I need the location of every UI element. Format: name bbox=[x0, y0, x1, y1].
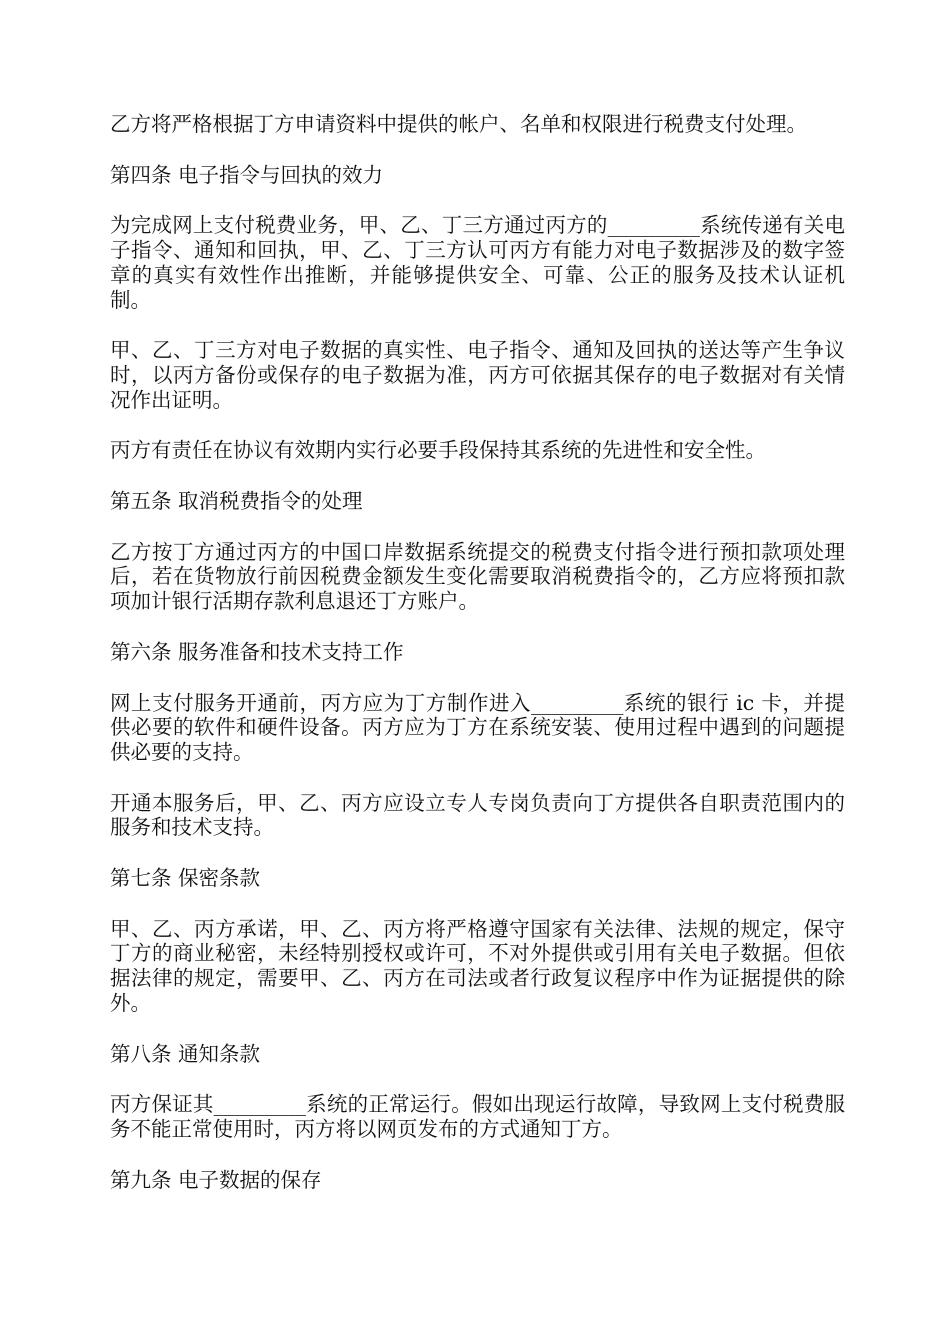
paragraph-notification: 丙方保证其_________系统的正常运行。假如出现运行故障，导致网上支付税费服务不能正常使用时，丙方将以网页发布的方式通知丁方。 bbox=[110, 1092, 845, 1141]
article-6-heading: 第六条 服务准备和技术支持工作 bbox=[110, 639, 404, 664]
paragraph-dispute-evidence: 甲、乙、丁三方对电子数据的真实性、电子指令、通知及回执的送达等产生争议时，以丙方备份或保存的电子数据为准，丙方可依据其保存的电子数据对有关情况作出证明。 bbox=[110, 338, 845, 412]
paragraph-tax-payment-processing: 乙方将严格根据丁方申请资料中提供的帐户、名单和权限进行税费支付处理。 bbox=[110, 112, 807, 136]
article-5-heading: 第五条 取消税费指令的处理 bbox=[110, 489, 363, 514]
article-9-heading: 第九条 电子数据的保存 bbox=[110, 1167, 322, 1192]
document-body bbox=[110, 112, 845, 1218]
paragraph-system-security: 丙方有责任在协议有效期内实行必要手段保持其系统的先进性和安全性。 bbox=[110, 438, 766, 463]
paragraph-service-preparation: 网上支付服务开通前，丙方应为丁方制作进入_________系统的银行 ic 卡，并提供必要的软件和硬件设备。丙方应为丁方在系统安装、使用过程中遇到的问题提供必要的支持。 bbox=[110, 690, 845, 764]
paragraph-cancel-instruction: 乙方按丁方通过丙方的中国口岸数据系统提交的税费支付指令进行预扣款项处理后，若在货物放行前因税费金额发生变化需要取消税费指令的，乙方应将预扣款项加计银行活期存款利息退还丁方账户。 bbox=[110, 539, 845, 614]
article-7-heading: 第七条 保密条款 bbox=[110, 866, 261, 891]
article-8-heading: 第八条 通知条款 bbox=[110, 1041, 261, 1066]
article-4-heading: 第四条 电子指令与回执的效力 bbox=[110, 162, 384, 187]
paragraph-technical-support: 开通本服务后，甲、乙、丙方应设立专人专岗负责向丁方提供各自职责范围内的服务和技术支持。 bbox=[110, 790, 845, 840]
paragraph-confidentiality: 甲、乙、丙方承诺，甲、乙、丙方将严格遵守国家有关法律、法规的规定，保守丁方的商业秘密，未经特别授权或许可，不对外提供或引用有关电子数据。但依据法律的规定，需要甲、乙、丙方在司法或者行政复议程序中作为证据提供的除外。 bbox=[110, 916, 845, 1015]
paragraph-electronic-instructions: 为完成网上支付税费业务，甲、乙、丁三方通过丙方的_________系统传递有关电子指令、通知和回执，甲、乙、丁三方认可丙方有能力对电子数据涉及的数字签章的真实有效性作出推断，并能够提供安全、可靠、公正的服务及技术认证机制。 bbox=[110, 213, 845, 312]
